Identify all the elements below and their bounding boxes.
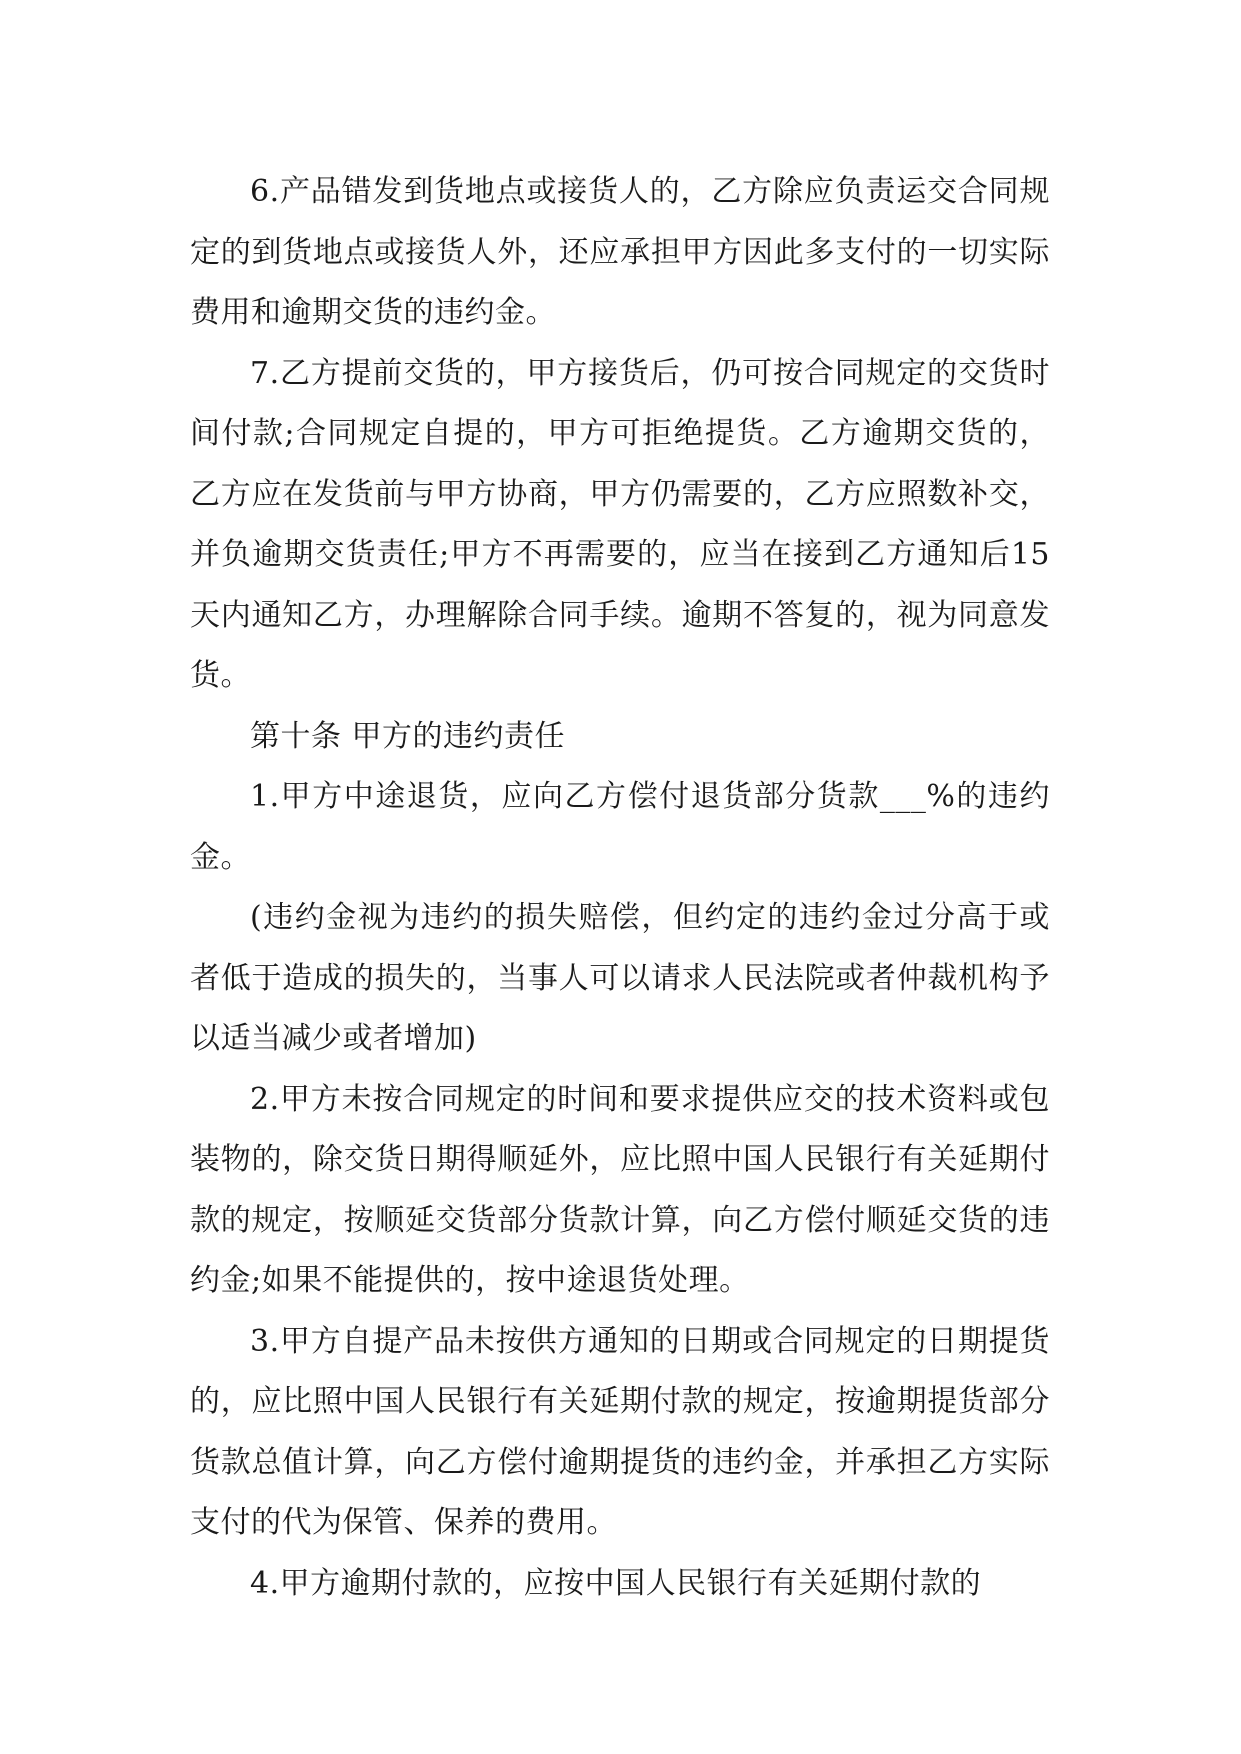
paragraph-clause-2: 2.甲方未按合同规定的时间和要求提供应交的技术资料或包装物的，除交货日期得顺延外，应比照中国人民银行有关延期付款的规定，按顺延交货部分货款计算，向乙方偿付顺延交货的违约金;如果不能提供的，按中途退货处理。 <box>190 1081 1050 1298</box>
paragraph-clause-6: 6.产品错发到货地点或接货人的，乙方除应负责运交合同规定的到货地点或接货人外，还应承担甲方因此多支付的一切实际费用和逾期交货的违约金。 <box>190 174 1050 330</box>
paragraph-clause-4: 4.甲方逾期付款的，应按中国人民银行有关延期付款的 <box>250 1565 982 1601</box>
section-heading-article-10: 第十条 甲方的违约责任 <box>250 718 566 754</box>
paragraph-note: (违约金视为违约的损失赔偿，但约定的违约金过分高于或者低于造成的损失的，当事人可以请求人民法院或者仲裁机构予以适当减少或者增加) <box>190 900 1050 1056</box>
paragraph-clause-1: 1.甲方中途退货，应向乙方偿付退货部分货款___%的违约金。 <box>190 779 1050 875</box>
paragraph-clause-7: 7.乙方提前交货的，甲方接货后，仍可按合同规定的交货时间付款;合同规定自提的，甲方可拒绝提货。乙方逾期交货的，乙方应在发货前与甲方协商，甲方仍需要的，乙方应照数补交，并负逾期交货责任;甲方不再需要的，应当在接到乙方通知后15天内通知乙方，办理解除合同手续。逾期不答复的，视为同意发货。 <box>190 355 1050 693</box>
document-body <box>190 162 1050 1614</box>
paragraph-clause-3: 3.甲方自提产品未按供方通知的日期或合同规定的日期提货的，应比照中国人民银行有关延期付款的规定，按逾期提货部分货款总值计算，向乙方偿付逾期提货的违约金，并承担乙方实际支付的代为保管、保养的费用。 <box>190 1323 1050 1540</box>
